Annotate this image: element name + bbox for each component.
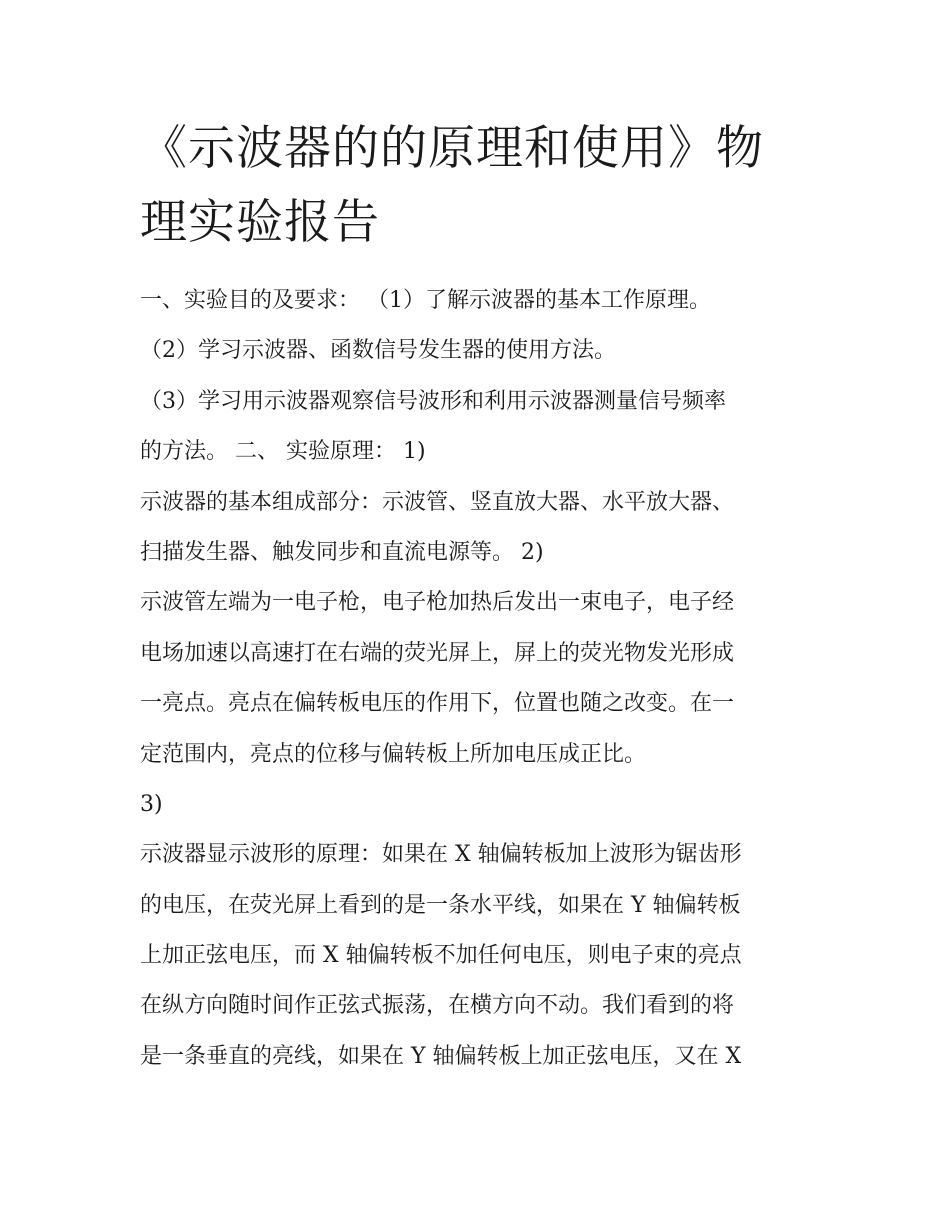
paragraph-line: （3）学习用示波器观察信号波形和利用示波器测量信号频率 bbox=[140, 388, 726, 414]
document-body bbox=[140, 276, 830, 1082]
paragraph-line: 示波器的基本组成部分：示波管、竖直放大器、水平放大器、 bbox=[140, 489, 735, 515]
title-line: 《示波器的的原理和使用》物 bbox=[140, 121, 764, 176]
paragraph-line: 一亮点。亮点在偏转板电压的作用下，位置也随之改变。在一 bbox=[140, 691, 735, 717]
paragraph-line: 的方法。 二、 实验原理： 1) bbox=[140, 439, 426, 465]
paragraph-line: 上加正弦电压，而 X 轴偏转板不加任何电压，则电子束的亮点 bbox=[140, 943, 742, 969]
paragraph-line: 示波器显示波形的原理：如果在 X 轴偏转板加上波形为锯齿形 bbox=[140, 842, 742, 868]
paragraph-line: （2）学习示波器、函数信号发生器的使用方法。 bbox=[140, 338, 616, 364]
title-line: 理实验报告 bbox=[140, 195, 380, 250]
paragraph-line: 定范围内，亮点的位移与偏转板上所加电压成正比。 bbox=[140, 741, 647, 767]
section-number: 3) bbox=[140, 791, 163, 817]
paragraph-line: 一、实验目的及要求： （1）了解示波器的基本工作原理。 bbox=[140, 288, 711, 313]
paragraph-line: 电场加速以高速打在右端的荧光屏上，屏上的荧光物发光形成 bbox=[140, 640, 735, 666]
paragraph-line: 示波管左端为一电子枪，电子枪加热后发出一束电子，电子经 bbox=[140, 590, 735, 616]
paragraph-line: 是一条垂直的亮线，如果在 Y 轴偏转板上加正弦电压，又在 X bbox=[140, 1043, 742, 1069]
document-title bbox=[140, 112, 820, 260]
paragraph-line: 在纵方向随时间作正弦式振荡，在横方向不动。我们看到的将 bbox=[140, 993, 735, 1019]
paragraph-line: 扫描发生器、触发同步和直流电源等。 2) bbox=[140, 539, 544, 565]
paragraph-line: 的电压，在荧光屏上看到的是一条水平线，如果在 Y 轴偏转板 bbox=[140, 892, 741, 918]
